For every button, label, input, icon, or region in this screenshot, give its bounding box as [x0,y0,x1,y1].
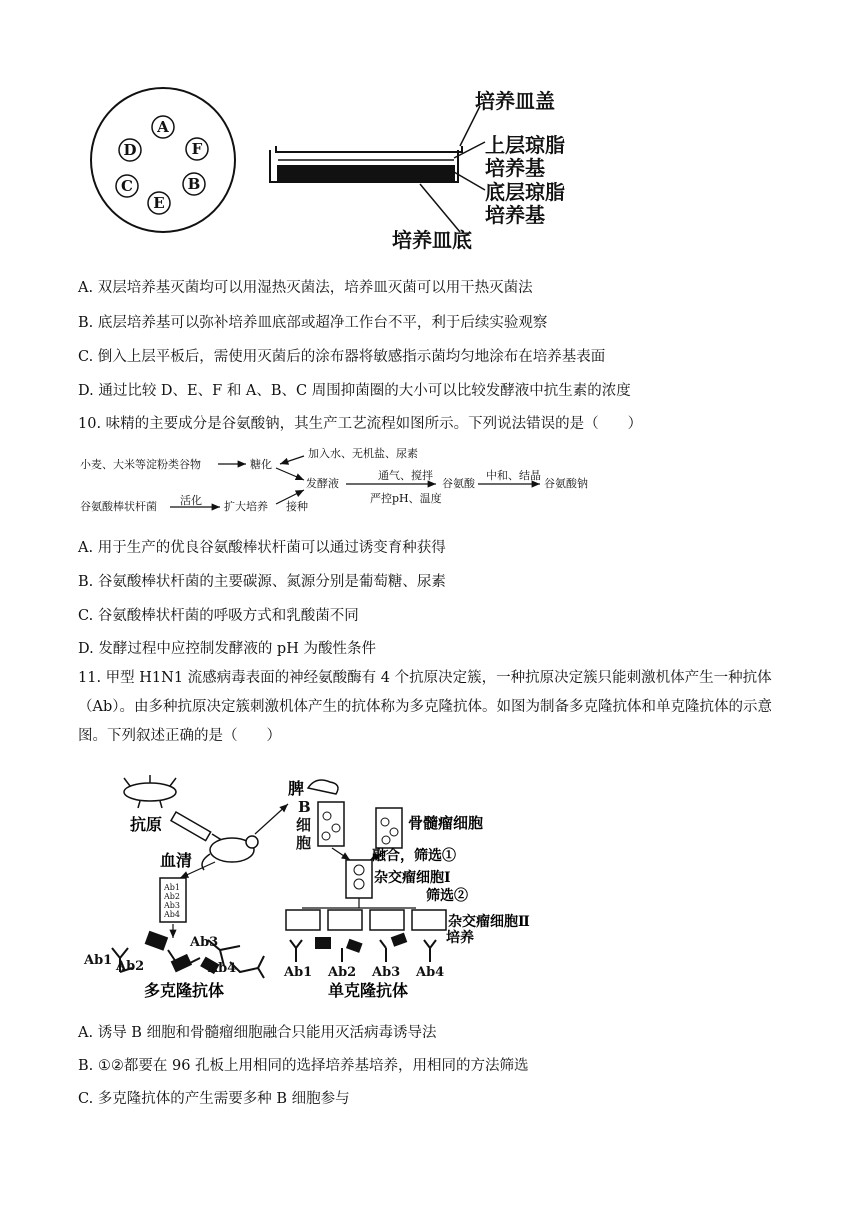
q10-stem: 10. 味精的主要成分是谷氨酸钠，其生产工艺流程如图所示。下列说法错误的是（ ） [78,416,643,432]
label-dish-lid: 培养皿盖 [475,89,555,113]
bcell-tube [318,802,344,846]
tube-ab3: Ab3 [164,901,180,910]
antigen-icon [124,775,176,808]
disc-label-f: F [191,140,203,158]
poly-ab1: Ab1 [84,953,113,968]
q9-option-d[interactable]: D. 通过比较 D、E、F 和 A、B、C 周围抑菌圈的大小可以比较发酵液中抗生素的浓度 [78,383,631,399]
q11-stem: 11. 甲型 H1N1 流感病毒表面的神经氨酸酶有 4 个抗原决定簇，一种抗原决定簇只能刺激机体产生一种抗体（Ab）。由多种抗原决定簇刺激机体产生的抗体称为多克隆抗体。如图为制备多克隆抗体和单克隆抗体的示意图。下列叙述正确的是（ ） [78,670,772,744]
tube-ab2: Ab2 [164,892,180,901]
flow-msg: 谷氨酸钠 [544,477,588,490]
q11-option-a[interactable]: A. 诱导 B 细胞和骨髓瘤细胞融合只能用灭活病毒诱导法 [78,1025,437,1041]
poly-ab3: Ab3 [190,935,219,950]
spleen-icon [308,780,338,794]
flow-neutralize: 中和、结晶 [486,469,541,482]
disc-label-d: D [123,141,137,159]
flow-broth: 发酵液 [306,477,339,490]
hybridoma-wells [286,910,446,930]
petri-dish-figure [80,82,600,262]
label-medium-2: 培养基 [485,203,545,227]
tube-ab4: Ab4 [164,910,180,919]
q10-option-b[interactable]: B. 谷氨酸棒状杆菌的主要碳源、氮源分别是葡萄糖、尿素 [78,574,446,590]
tube-ab1: Ab1 [164,883,180,892]
flow-cond-bottom: 严控pH、温度 [370,492,442,505]
flow-raw-grain: 小麦、大米等淀粉类谷物 [80,458,201,471]
poly-ab4: Ab4 [208,961,237,976]
flow-activate: 活化 [180,494,202,507]
flow-inoculate: 接种 [286,500,308,513]
q10-option-c[interactable]: C. 谷氨酸棒状杆菌的呼吸方式和乳酸菌不同 [78,608,359,624]
q11-option-b[interactable]: B. ①②都要在 96 孔板上用相同的选择培养基培养，用相同的方法筛选 [78,1058,529,1074]
label-dish-bottom: 培养皿底 [392,228,472,252]
q10-option-d[interactable]: D. 发酵过程中应控制发酵液的 pH 为酸性条件 [78,641,376,657]
label-myeloma: 骨髓瘤细胞 [408,814,484,832]
label-antigen: 抗原 [130,815,163,834]
disc-label-a: A [157,118,169,136]
flow-glutamic-acid: 谷氨酸 [442,477,475,490]
flow-cond-top: 通气、搅拌 [378,469,433,482]
label-serum: 血清 [160,851,193,870]
label-screen2: 筛选② [426,888,468,904]
dish-side-view [270,106,485,232]
antibody-figure [80,772,560,1004]
flow-additives: 加入水、无机盐、尿素 [308,447,418,460]
flow-bacteria: 谷氨酸棒状杆菌 [80,500,157,513]
disc-label-b: B [187,175,201,193]
q9-option-c[interactable]: C. 倒入上层平板后，需使用灭菌后的涂布器将敏感指示菌均匀地涂布在培养基表面 [78,349,606,365]
poly-ab2: Ab2 [116,959,145,974]
label-bcell-2: 细 [296,816,312,834]
label-bcell-3: 胞 [296,834,312,852]
mono-ab3: Ab3 [372,965,401,980]
disc-label-c: C [121,177,133,195]
flow-expand: 扩大培养 [224,500,268,513]
label-culture: 培养 [446,930,474,946]
mono-ab1: Ab1 [284,965,313,980]
q10-option-a[interactable]: A. 用于生产的优良谷氨酸棒状杆菌可以通过诱变育种获得 [78,540,446,556]
label-hybridoma-2: 杂交瘤细胞Ⅱ [448,914,530,930]
flow-saccharify: 糖化 [250,458,272,471]
label-medium-1: 培养基 [485,156,545,180]
label-monoclonal: 单克隆抗体 [328,981,409,1000]
q11-option-c[interactable]: C. 多克隆抗体的产生需要多种 B 细胞参与 [78,1091,350,1107]
disc-label-e: E [153,194,165,212]
label-top-agar: 上层琼脂 [485,133,565,157]
mouse-icon [202,836,258,870]
label-spleen: 脾 [288,779,305,798]
mono-ab2: Ab2 [328,965,357,980]
q9-option-b[interactable]: B. 底层培养基可以弥补培养皿底部或超净工作台不平，利于后续实验观察 [78,315,548,331]
q9-option-a[interactable]: A. 双层培养基灭菌均可以用湿热灭菌法，培养皿灭菌可以用干热灭菌法 [78,280,533,296]
label-fuse-screen1: 融合，筛选① [372,848,456,864]
label-polyclonal: 多克隆抗体 [144,981,225,1000]
label-bcell-1: B [298,798,311,816]
mono-ab4: Ab4 [416,965,445,980]
msg-process-flowchart [78,442,618,520]
syringe-icon [171,812,228,844]
label-bottom-agar: 底层琼脂 [485,180,565,204]
label-hybridoma-1: 杂交瘤细胞Ⅰ [374,870,451,886]
